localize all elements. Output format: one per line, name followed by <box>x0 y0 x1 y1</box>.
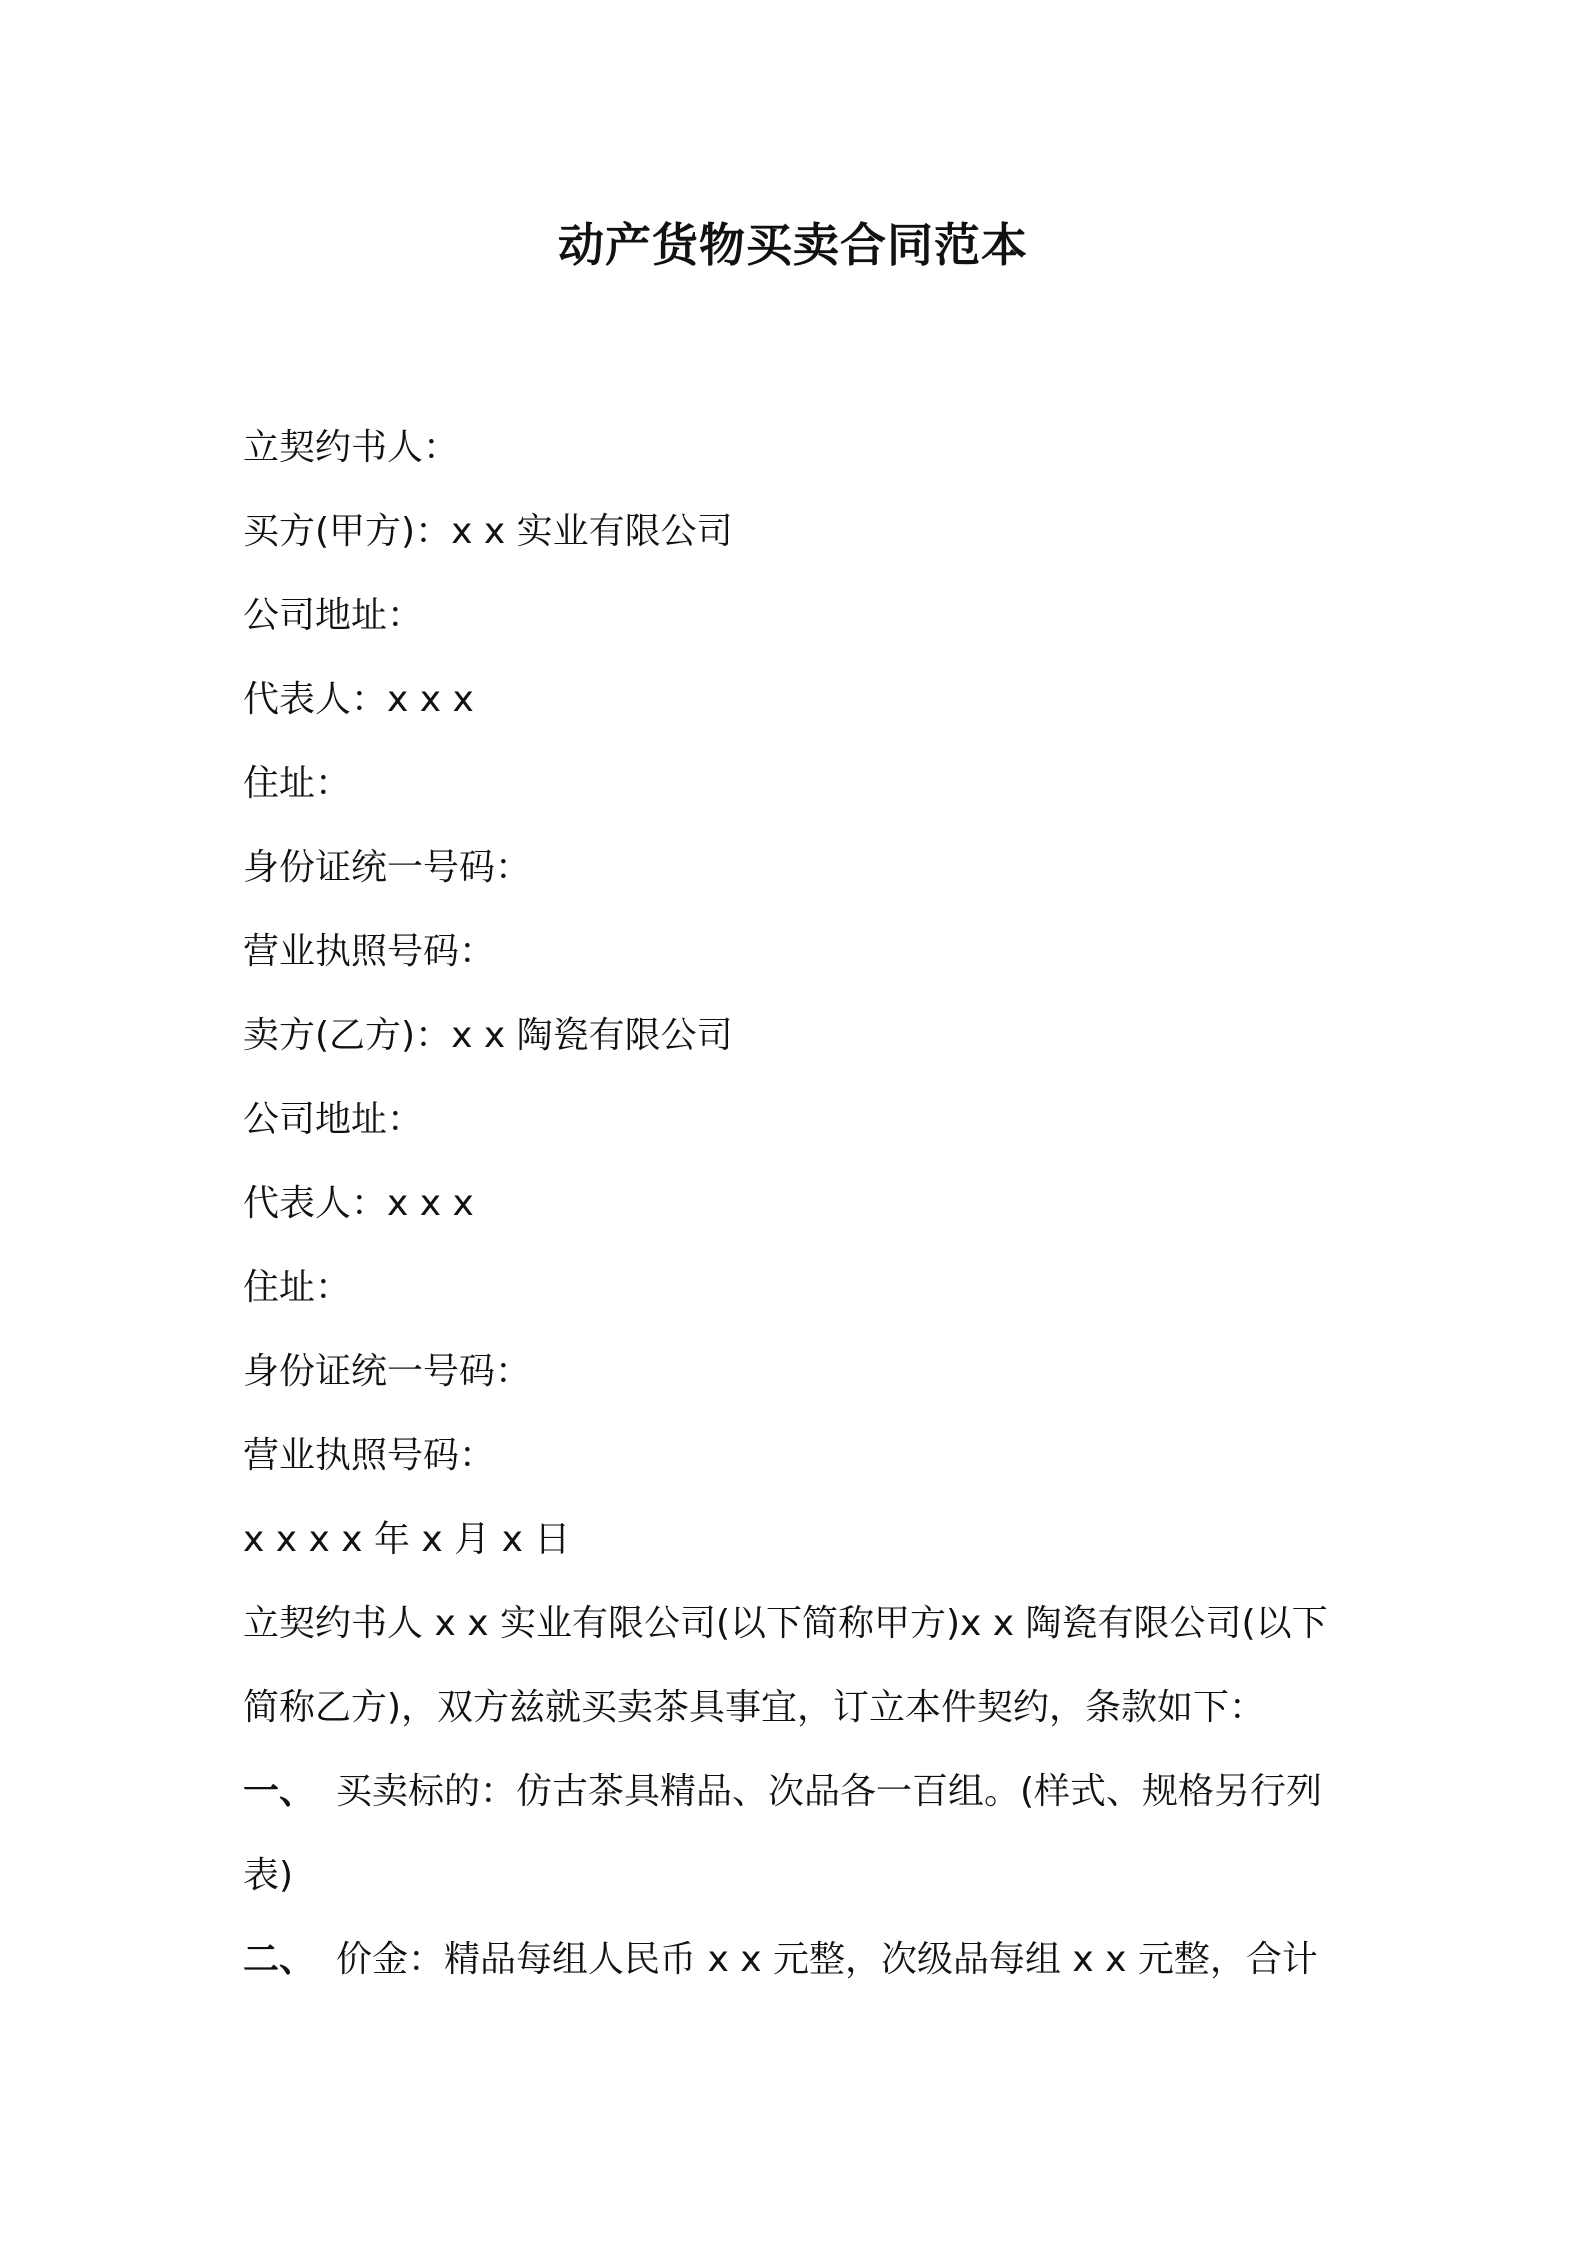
party-line-seller-address: 公司地址： <box>243 1099 424 1140</box>
party-line-seller: 卖方(乙方)：x x 陶瓷有限公司 <box>243 1015 733 1056</box>
party-line-buyer: 买方(甲方)：x x 实业有限公司 <box>243 511 733 552</box>
party-line-buyer-address: 公司地址： <box>243 595 424 636</box>
document-body <box>243 406 1358 2002</box>
clause-item <box>243 1750 1358 1918</box>
clause-text: 买卖标的：仿古茶具精品、次品各一百组。(样式、规格另行列表) <box>243 1771 1323 1896</box>
contract-intro-paragraph: 立契约书人 x x 实业有限公司(以下简称甲方)x x 陶瓷有限公司(以下简称乙方)，双方兹就买卖茶具事宜，订立本件契约，条款如下： <box>243 1603 1328 1728</box>
party-line-buyer-id-number: 身份证统一号码： <box>243 847 532 888</box>
document-title: 动产货物买卖合同范本 <box>558 218 1028 272</box>
party-line-buyer-representative: 代表人：x x x <box>243 679 474 720</box>
party-line-buyer-residence: 住址： <box>243 763 352 804</box>
party-line-buyer-license-number: 营业执照号码： <box>243 931 496 972</box>
party-line-seller-license-number: 营业执照号码： <box>243 1435 496 1476</box>
party-line-seller-id-number: 身份证统一号码： <box>243 1351 532 1392</box>
clause-item <box>243 1918 1358 2002</box>
contract-date: x x x x 年 x 月 x 日 <box>243 1519 571 1560</box>
clause-text: 价金：精品每组人民币 x x 元整，次级品每组 x x 元整，合计 <box>336 1939 1318 1980</box>
party-line-seller-representative: 代表人：x x x <box>243 1183 474 1224</box>
clause-number: 一、 <box>243 1771 316 1812</box>
clause-number: 二、 <box>243 1939 316 1980</box>
party-line-seller-residence: 住址： <box>243 1267 352 1308</box>
party-line-signatories: 立契约书人： <box>243 427 460 468</box>
